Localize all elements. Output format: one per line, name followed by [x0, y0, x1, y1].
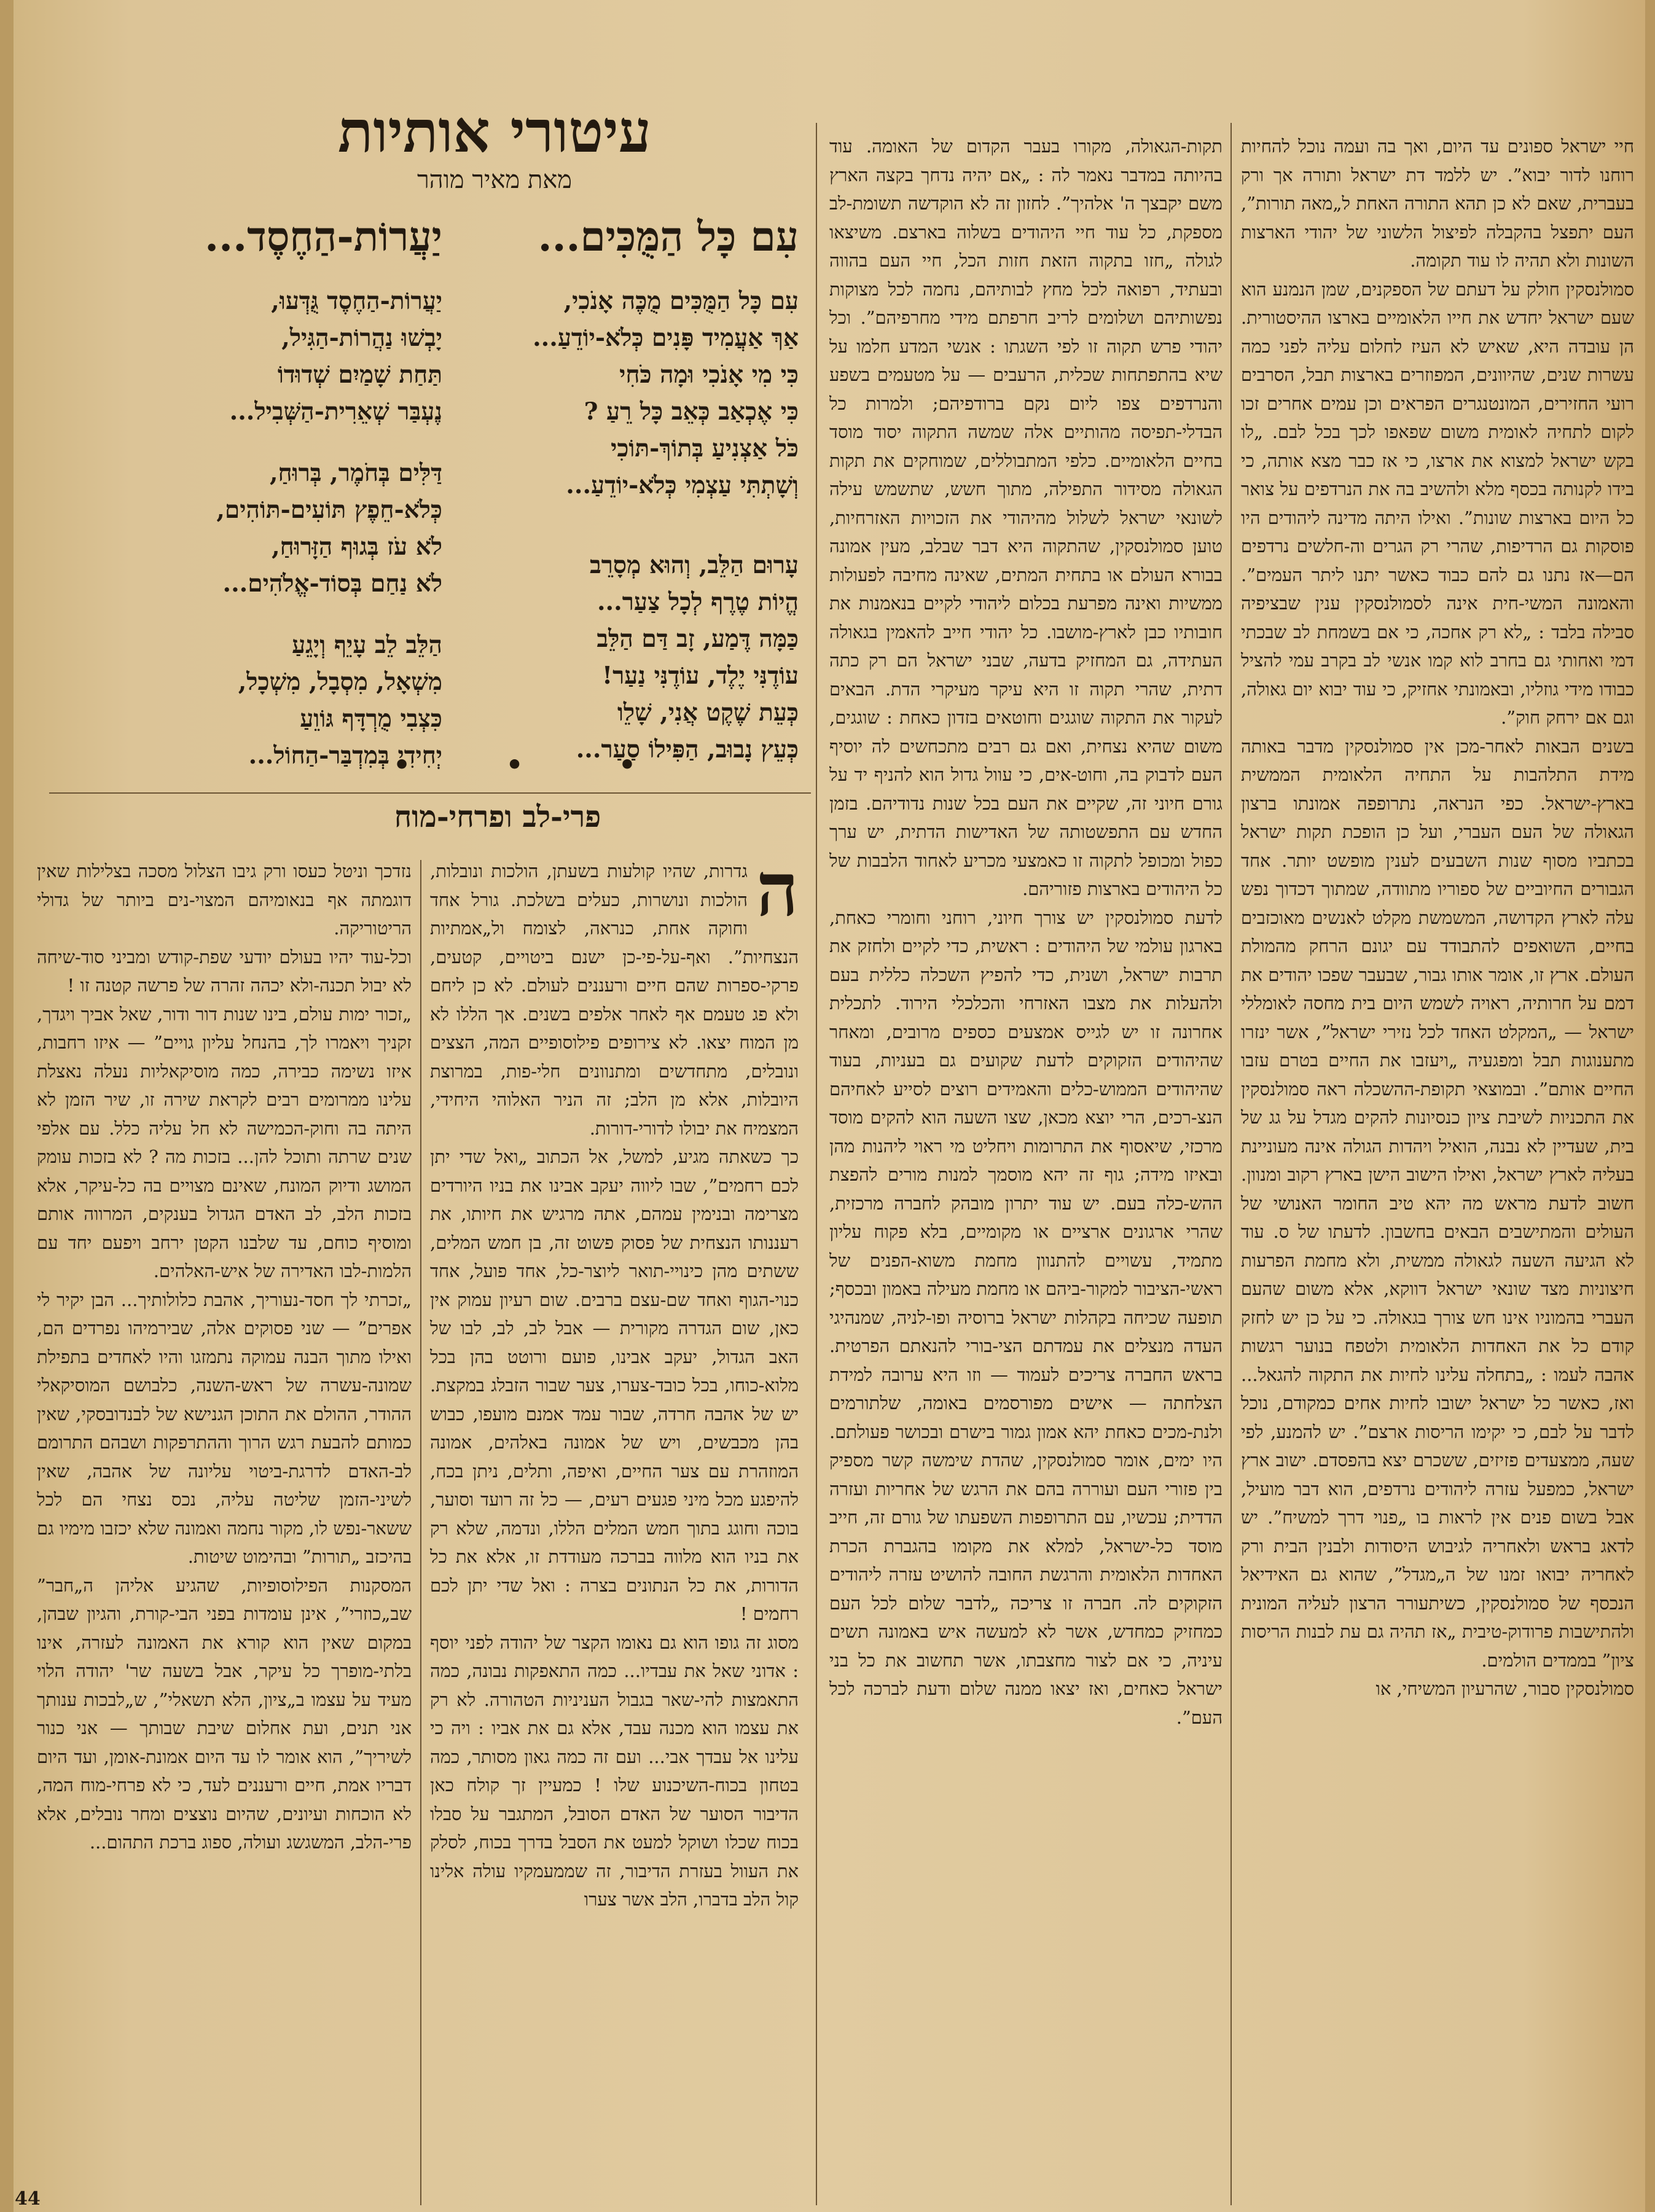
poem-line: מִשְׁאָל, מִסְבָל, מִשְׁכָל, — [238, 668, 442, 696]
article2-title: פרי-לב ופרחי-מוח — [394, 800, 601, 834]
paragraph: כך כשאתה מגיע, למשל, אל הכתוב „ואל שדי יתן לכם רחמים”, שבו ליווה יעקב אבינו את בניו היורדים מצרימה ובנימין עמהם, אתה מרגיש את חיותו, את רעננותו הנצחית של פסוק פשוט זה, בן חמש המלים, ששתים מהן כינויי-תואר ליוצר-כל, אחד פועל, אחד כנוי-הגוף ואחד שם-עצם ברבים. שום רעיון עמוק אין כאן, שום הגדרה מקורית — אבל לב, לב, לבו של האב הגדול, יעקב אבינו, פועם ורוטט בהן בכל מלוא-כוחו, בכל כובד-צערו, צער שבור הזבלג במקצת. יש של אהבה חרדה, שבור עמד אמנם מועפו, כבוש בהן מכבשים, ויש של אמונה באלהים, אמונה המוזהרת עם צער החיים, ואיפה, ותלים, ניתן בכח, להיפגע מכל מיני פגעים רעים, — כל זה רועד וסוער, בוכה וחוגג בתוך חמש המלים הללו, ונדמה, שלא רק את בניו הוא מלווה בברכה מעודדת זו, אלא את כל הדורות, את כל הנתונים בצרה : ואל שדי יתן לכם רחמים ! — [430, 1146, 799, 1624]
poem-left-stanza — [111, 283, 442, 430]
poem-line: דַּלִּים בְּחֹמֶר, בְּרוּחַ, — [269, 459, 442, 487]
poem-right-stanza — [467, 283, 799, 504]
poem-line: לֹא נַחַם בְּסוֹד-אֱלֹהִים... — [222, 569, 442, 598]
poem-left — [111, 209, 442, 799]
poem-line: לֹא עֹז בְּגוּף הַזָּרוּחַ, — [272, 533, 442, 561]
paragraph: סמולנסקין חולק על דעתם של הספקנים, שמן הנמנע הוא שעם ישראל יחדש את חייו הלאומיים בארצו ההיסטורית. הן עובדה היא, שאיש לא העיז לחלום עליה לפני כמה עשרות שנים, שהיוונים, המפוזרים בארצות תבל, הסרבים רועי החזירים, המונטנגרים הפראים וכן עמים אחרים זכו לקום לתחיה לאומית משום שפאפו לכך בכל לבם. „לו בקש ישראל למצוא את ארצו, כי אז כבר מצא אותה, כי בידו לקנותה בכסף מלא ולהשיב בה את הנרדפים על צואר כל היום בארצות שונות”. ואילו היתה מדינה ליהודים היו פוסקות גם הרדיפות, שהרי רק הגרים וה-חלשים נרדפים הם—אז נתנו גם להם כבוד כאשר יתנו ליתר העמים”. והאמונה המשי-חית אינה לסמולנסקין ענין שבציפיה סבילה בלבד : „לא רק אחכה, כי אם בשמחת לב שבכתי דמי ואחותי גם בחרב לוא קמו אנשי לב בקרב עמי להציל כבודו מידי גוזליו, ובאמונתי אחזיק, כי עוד יבוא יום גאולה, וגם אם ירחק חוק”. — [1241, 278, 1634, 728]
poem-line: עוֹדֶנִּי יֶלֶד, עוֹדֶנִּי נַעַר! — [602, 662, 799, 690]
poem-line: כְּעֵץ נָבוּב, הַפִּילוֹ סַעַר... — [576, 735, 799, 764]
article3-column-right — [1241, 132, 1634, 2208]
poem-left-stanza — [111, 627, 442, 774]
poem-line: כְּעֵת שֶׁקֶט אֲנִי, שָׁלֵו — [617, 698, 799, 727]
poem-line: יְחִידִי בְּמִדְבַּר-הַחוֹל... — [248, 741, 442, 770]
section-rule — [49, 792, 811, 794]
poem-left-heading: יַעֲרוֹת-הַחֶסֶד... — [205, 213, 442, 260]
column-rule — [816, 123, 817, 2205]
paragraph: נזדכך וניטל כעסו ורק גיבו הצלול מסכה בצלילות שאין דוגמתה אף בנאומיהם המצוי-נים ביותר של גדולי הריטוריקה. — [37, 861, 412, 939]
paragraph: סמולנסקין סבור, שהרעיון המשיחי, או — [1375, 1678, 1634, 1699]
paragraph: לדעת סמולנסקין יש צורך חיוני, רוחני וחומרי כאחת, בארגון עולמי של היהודים : ראשית, כדי לקיים ולחזק את תרבות ישראל, ושנית, כדי להפיץ השכלה כללית בעם ולהעלות את מצבו האזרחי והכלכלי הירוד. לתכלית אחרונה זו יש לגייס אמצעים כספים מרובים, ומאחר שהיהודים הזקוקים לדעת שקועים גם בעניות, בעוד שהיהודים הממוש-כלים והאמידים רוצים לסייע לאחיהם הנצ-רכים, הרי יוצא מכאן, שצו השעה הוא להקים מוסד מרכזי, שיאסוף את התרומות ויחליט מי ראוי ליהנות מהן ובאיזו מידה; גוף זה יהא מוסמך למנות מורים להפצת ההש-כלה בעם. יש עוד יתרון מובהק לחברה מרכזית, שהרי ארגונים ארציים או מקומיים, בלא פקוח עליון מתמיד, עשויים להתנוון מחמת משוא-הפנים של ראשי-הציבור למקור-ביהם או מחמת מעילה באמון ובכסף; תופעה שכיחה בקהלות ישראל ברוסיה ופו-לניה, שמנהיגי העדה מנצלים את עמדתם הצי-בורי להנאתם הפרטית. בראש החברה צריכים לעמוד — וזו היא ערובה למידת הצלחתה — אישים מפורסמים באומה, שלתורמים ולנת-מכים כאחת יהא אמון גמור בישרם ובכושר פעולתם. היו ימים, אומר סמולנסקין, שהדת שימשה קשר מספיק בין פזורי העם ועוררה בהם את הרגש של אחריות ועזרה הדדית; עכשיו, עם התרופפות השפעתו של גורם זה, חייב מוסד כל-ישראל, למלא את מקומו בהגברת הכרת האחדות הלאומית והרגשת החובה להושיט עזרה ליהודים הזקוקים לה. חברה זו צריכה „לדבר שלום לכל העם כמחזיק כמחדש, אשר לא למעשה איש באמונה תשים עיניה, כי אם לצור מחצבתו, אשר תחשוב את כל בני ישראל כאחים, ואז יצאו ממנה שלום ודעת לברכה לכל העם”. — [829, 907, 1223, 1728]
article3-column-middle — [829, 132, 1223, 2208]
paragraph: „זכרתי לך חסד-נעוריך, אהבת כלולותיך... הבן יקיר לי אפרים” — שני פסוקים אלה, שבירמיהו נפרדים הם, ואילו מתוך הבנה עמוקה נתמזגו והיו לאחדים בתפילת שמונה-עשרה של ראש-השנה, כלבושם המוסיקאלי ההודר, ההולם את התוכן הגנישא של לבנדובסקי, שאין כמותם להבעת רגש הרוך וההתרפקות ושבהם התרומם לב-האדם לדרגת-ביטוי עליונה של אהבה, שאין לשיני-הזמן שליטה עליה, נכס נצחי הם לכל ששאר-נפש לו, מקור נחמה ואמונה שלא יכזבו מימיו גם בהיכזב „תורות” ובהימוט שיטות. — [37, 1289, 412, 1567]
poem-line: עִם כָּל הַמֻּכִּים מֻכֶּה אָנֹכִי, — [563, 287, 799, 315]
paragraph: חיי ישראל ספונים עד היום, ואך בה ועמה נוכל להחיות רוחנו לדור יבוא”. יש ללמד דת ישראל ותורה אך ורק בעברית, שאם לא כן תהא התורה האחת ל„מאה תורות”, העם יתפצל בהקבלה לפיצול הלשוני של יהודי הארצות השונות ולא תהיה לו עוד תקומה. — [1241, 136, 1634, 271]
article1-byline: מאת מאיר מוהר — [417, 166, 572, 194]
section-separator-dots: • • • — [393, 749, 679, 781]
article2-column-left — [37, 857, 412, 2208]
poem-line: וְשָׁתְתִּי עַצְמִי כְּלֹא-יוֹדֵעַ... — [566, 471, 799, 499]
paragraph: „זכור ימות עולם, בינו שנות דור ודור, שאל אביך ויגדך, זקניך ויאמרו לך, בהנחל עליון גויים” — איזו רחבות, איזו נשימה כבירה, כמה מוסיקאליות נעלה נאצלת עלינו ממרומים רבים לקראת שירה זו, שיר הזמן לא היתה בה וחוק-הכמישה לא חל עליה כלל. עם אלפי שנים שרתה ותוכל להן... בזכות מה ? לא בזכות עומק המושג ודיוק המונח, שאינם מצויים בה כל-עיקר, אלא בזכות הלב, לב האדם הגדול בענקים, המרווה אותם ומוסיף כוחם, עד שלבנו הקטן ירחב ויפעם יחד עם הלמות-לבו האדירה של איש-האלהים. — [37, 1003, 412, 1281]
poem-right-stanza — [467, 547, 799, 768]
poem-line: תַּחַת שָׁמַיִם שְׁדוּדוֹ — [277, 361, 442, 389]
paragraph: וכל-עוד יהיו בעולם יודעי שפת-קודש ומביני סוד-שיחה לא יבול תכנה-ולא יכהה זהרה של פרשה קטנה זו ! — [37, 946, 412, 996]
poem-line: כְּלֹא-חֵפֶץ תּוֹעִים-תּוֹהִים, — [216, 496, 442, 524]
paragraph: גדרות, שהיו קולעות בשעתן, הולכות ונובלות, הולכות ונושרות, כעלים בשלכת. גורל אחד וחוקה אחת, כנראה, לצומח ול„אמתיות הנצחיות”. ואף-על-פי-כן ישנם ביטויים, קטעים, פרקי-ספרות שהם חיים ורעננים לעולם. לא כן ליחם ולא פג טעמם אף לאחר אלפים בשנים. אך הללו לא מן המוח יצאו. לא צירופים פילוסופיים המה, הצצים ונובלים, מתחדשים ומתנוונים חלי-פות, במרוצת היובלות, אלא מן הלב; זה הניר האלוהי היחידי, המצמיח את יבולו לדורי-דורות. — [430, 861, 799, 1139]
poem-line: כֹּל אַצְנִיעַ בְּתוֹךְ-תּוֹכִי — [611, 434, 799, 463]
column-rule — [1230, 123, 1232, 2205]
poem-right-heading: עִם כָּל הַמֻּכִּים... — [538, 213, 799, 260]
poem-line: עָרוּם הַלֵּב, וְהוּא מְסָרֵב — [589, 551, 799, 579]
poem-line: נֶעְבַּר שְׁאֵרִית-הַשְּׁבִיל... — [229, 397, 442, 426]
poem-line: כִּי אֶכְאַב כְּאֵב כָּל רֵעַ ? — [584, 397, 799, 426]
poem-line: יַעֲרוֹת-הַחֶסֶד גֻּדְּעוּ, — [271, 287, 442, 315]
page-number: 44 — [15, 2188, 41, 2210]
article1-title: עיטורי אותיות — [338, 98, 651, 166]
poem-left-stanza — [111, 455, 442, 602]
poem-line: הַלֵּב לֵב עָיֵף וְיָגֵעַ — [292, 631, 442, 659]
page-edge-shadow-right — [1645, 0, 1655, 2212]
poem-line: כִּי מִי אָנֹכִי וּמָה כֹּחִי — [619, 361, 799, 389]
paragraph: תקות-הגאולה, מקורו בעבר הקדום של האומה. עוד בהיותה במדבר נאמר לה : „אם יהיה נדחך בקצה הארץ משם יקבצך ה' אלהיך”. לחזון זה לא הוקדשה תשומת-לב מספקת, כל עוד חיי היהודים בשלוה בארצם. משיצאו לגולה „חזו בתקוה הזאת חזות הכל, חיי העם בהווה ובעתיד, רפואה לכל מחץ לבותיהם, נחמה לכל מצוקות נפשותיהם ושלומים לריב חרפתם מידי מחרפיהם”. וכל יהודי פרש תקוה זו לפי השגתו : אנשי המדע חלמו על שיא בהתפתחות שכלית, הרעבים — על מטעמים בשפע והנרדפים צפו ליום נקם ברודפיהם; ולמרות כל הבדלי-תפיסה מהותיים אלה שמשה התקוה יסוד מוסד בחיים הלאומיים. כלפי המתבוללים, שמוחקים את תקות הגאולה מסידור התפילה, מתוך חשש, שתשמש עילה לשונאי ישראל לשלול מהיהודי את הזכויות האזרחיות, טוען סמולנסקין, שהתקוה היא דבר שבלב, מעין אמונה בבורא העולם או בתחית המתים, שאינה מחיבה לפעולות ממשיות ואינה מפרעת בכלום ליהודי לקיים בנאמנות את חובותיו כבן לארץ-מושבו. כל יהודי חייב להאמין בגאולה העתידה, גם המחזיק בדעה, שבני ישראל הם רק כתה דתית, שהרי תקוה זו היא עיקר מעיקרי הדת. הבאים לעקור את התקוה שוגגים וחוטאים בזדון כאחת : שוגגים, משום שהיא נצחית, ואם גם רבים מתכחשים לה יוסיף העם לדבוק בה, וחוט-אים, כי עוול גדול הוא להניף יד על גורם חיוני זה, שקיים את העם בכל שנות נדודיהם. בזמן החדש עם התפשטותה של האדישות הדתית, יש ערך כפול ומכופל לתקוה זו כאמצעי מכריע לאחוד הלבבות של כל היהודים בארצות פזוריהם. — [829, 136, 1223, 899]
poem-line: יָבְשׁוּ נַהֲרוֹת-הַגִּיל, — [281, 324, 442, 352]
poem-line: אַךְ אַעֲמִיד פָּנִים כְּלֹא-יוֹדֵעַ... — [533, 324, 799, 352]
poem-right — [467, 209, 799, 792]
column-rule — [420, 860, 421, 2205]
paragraph: המסקנות הפילוסופיות, שהגיע אליהן ה„חבר” שב„כוזרי”, אינן עומדות בפני הבי-קורת, והגיון שבהן, במקום שאין הוא קורא את האמונה לעזרה, אינו בלתי-מופרך כל עיקר, אבל בשעה שר' יהודה הלוי מעיד על עצמו ב„ציון, הלא תשאלי”, ש„לבכות ענותך אני תנים, ועת אחלום שיבת שבותך — אני כנור לשיריך”, הוא אומר לו עד היום אמונת-אומן, ועד היום דבריו אמת, חיים ורעננים לעד, כי לא פרחי-מוח המה, לא הוכחות ועיונים, שהיום נוצצים ומחר נובלים, אלא פרי-הלב, המשגשג ועולה, ספוג ברכת התהום... — [37, 1574, 412, 1853]
article2-column-right — [430, 857, 799, 2208]
poem-line: כַּמָּה דֶּמַע, זָב דַּם הַלֵּב — [597, 625, 799, 653]
poem-line: הֱיוֹת טֶרֶף לְכָל צַעַר... — [597, 588, 799, 616]
paragraph: בשנים הבאות לאחר-מכן אין סמולנסקין מדבר באותה מידת התלהבות על התחיה הלאומית הממשית בארץ-ישראל. כפי הנראה, נתרופפה אמונתו ברצון הגאולה של העם העברי, ועל כן הופכת תקות ישראל בכתביו מסוף שנות השבעים לענין מופשט יותר. אחד הגבורים החיוביים של ספוריו מתוודה, שמתוך דכדוך נפש עלה לארץ הקדושה, המשמשת מקלט לאנשים מאוכזבים בחיים, השואפים להתבודד עם יגונם הרחק מהמולת העולם. ארץ זו, אומר אותו גבור, שבעבר שפכו יהודים את דמם על חרותיה, ראויה לשמש היום בית מחסה לאומללי ישראל — „המקלט האחד לכל נזירי ישראל”, אשר ינזרו מתענוגות תבל ומפגעיה „ויעזבו את החיים בטרם עזבו החיים אותם”. ובמוצאי תקופת-ההשכלה ראה סמולנסקין את התכניות לשיבת ציון כנסיונות להקים מגדל על גג של בית, שעדיין לא נבנה, הואיל ויהדות הגולה אינה מעוניינת בעליה לארץ ישראל, ואילו הישוב הישן בארץ רקוב ומנוון. חשוב לדעת מראש מה יהא טיב החומר האנושי של העולים והמתישבים הבאים בחשבון. לדעתו של ס. עוד לא הגיעה השעה לגאולה ממשית, ולא מחמת הפרעות חיצוניות מצד שונאי ישראל דווקא, אלא משום שהעם העברי בהמוניו אינו חש צורך בגאולה. כי על כן יש לחזק קודם כל את האחדות הלאומית ולטפח בנוער רגשות אהבה לעמו : „בתחלה עלינו לחיות את התקוה להגאל... ואז, כאשר כל ישראל ישובו לחיות אחים כמקודם, נוכל לדבר על לבם, כי יקימו הריסות ארצם”. יש להמנע, לפי שעה, ממצעדים פזיזים, ששכרם יצא בהפסדם. ישוב ארץ ישראל, כמפעל עזרה ליהודים נרדפים, הוא דבר מועיל, אבל בשום פנים אין לראות בו „פנוי דרך למשיח”. יש לדאג בראש ולאחריה לגיבוש היסודות ולבנין הבית ורק לאחריה יבואו זמנו של ה„מגדל”, שהוא גם האידיאל הנכסף של סמולנסקין, כשיתעורר הרצון לעליה המונית ולהתישבות פרודוק-טיבית „אז תהיה גם עת לבנות הריסות ציון” בממדים הולמים. — [1241, 735, 1634, 1671]
page-edge-shadow-left — [0, 0, 14, 2212]
paragraph: מסוג זה גופו הוא גם נאומו הקצר של יהודה לפני יוסף : אדוני שאל את עבדיו... כמה התאפקות נבונה, כמה התאמצות להי-שאר בגבול העניניות הטהורה. לא רק את עצמו הוא מכנה עבד, אלא גם את אביו : ויה כי עלינו אל עבדך אבי... ועם זה כמה גאון מסותר, כמה בטחון בכוח-השיכנוע שלו ! כמעיין זך קולח כאן הדיבור הסוער של האדם הסובל, המתגבר על סבלו בכוח שכלו ושוקל למעט את הסבל בדרך בכוח, לסלק את העוול בעזרת הדיבור, זה שממעמקיו עולה אלינו קול הלב בדברו, הלב אשר צערו — [430, 1632, 799, 1910]
drop-cap: ה — [756, 857, 799, 933]
poem-line: כִּצְבִי מֻרְדָּף גּוֹוֵעַ — [300, 705, 442, 733]
